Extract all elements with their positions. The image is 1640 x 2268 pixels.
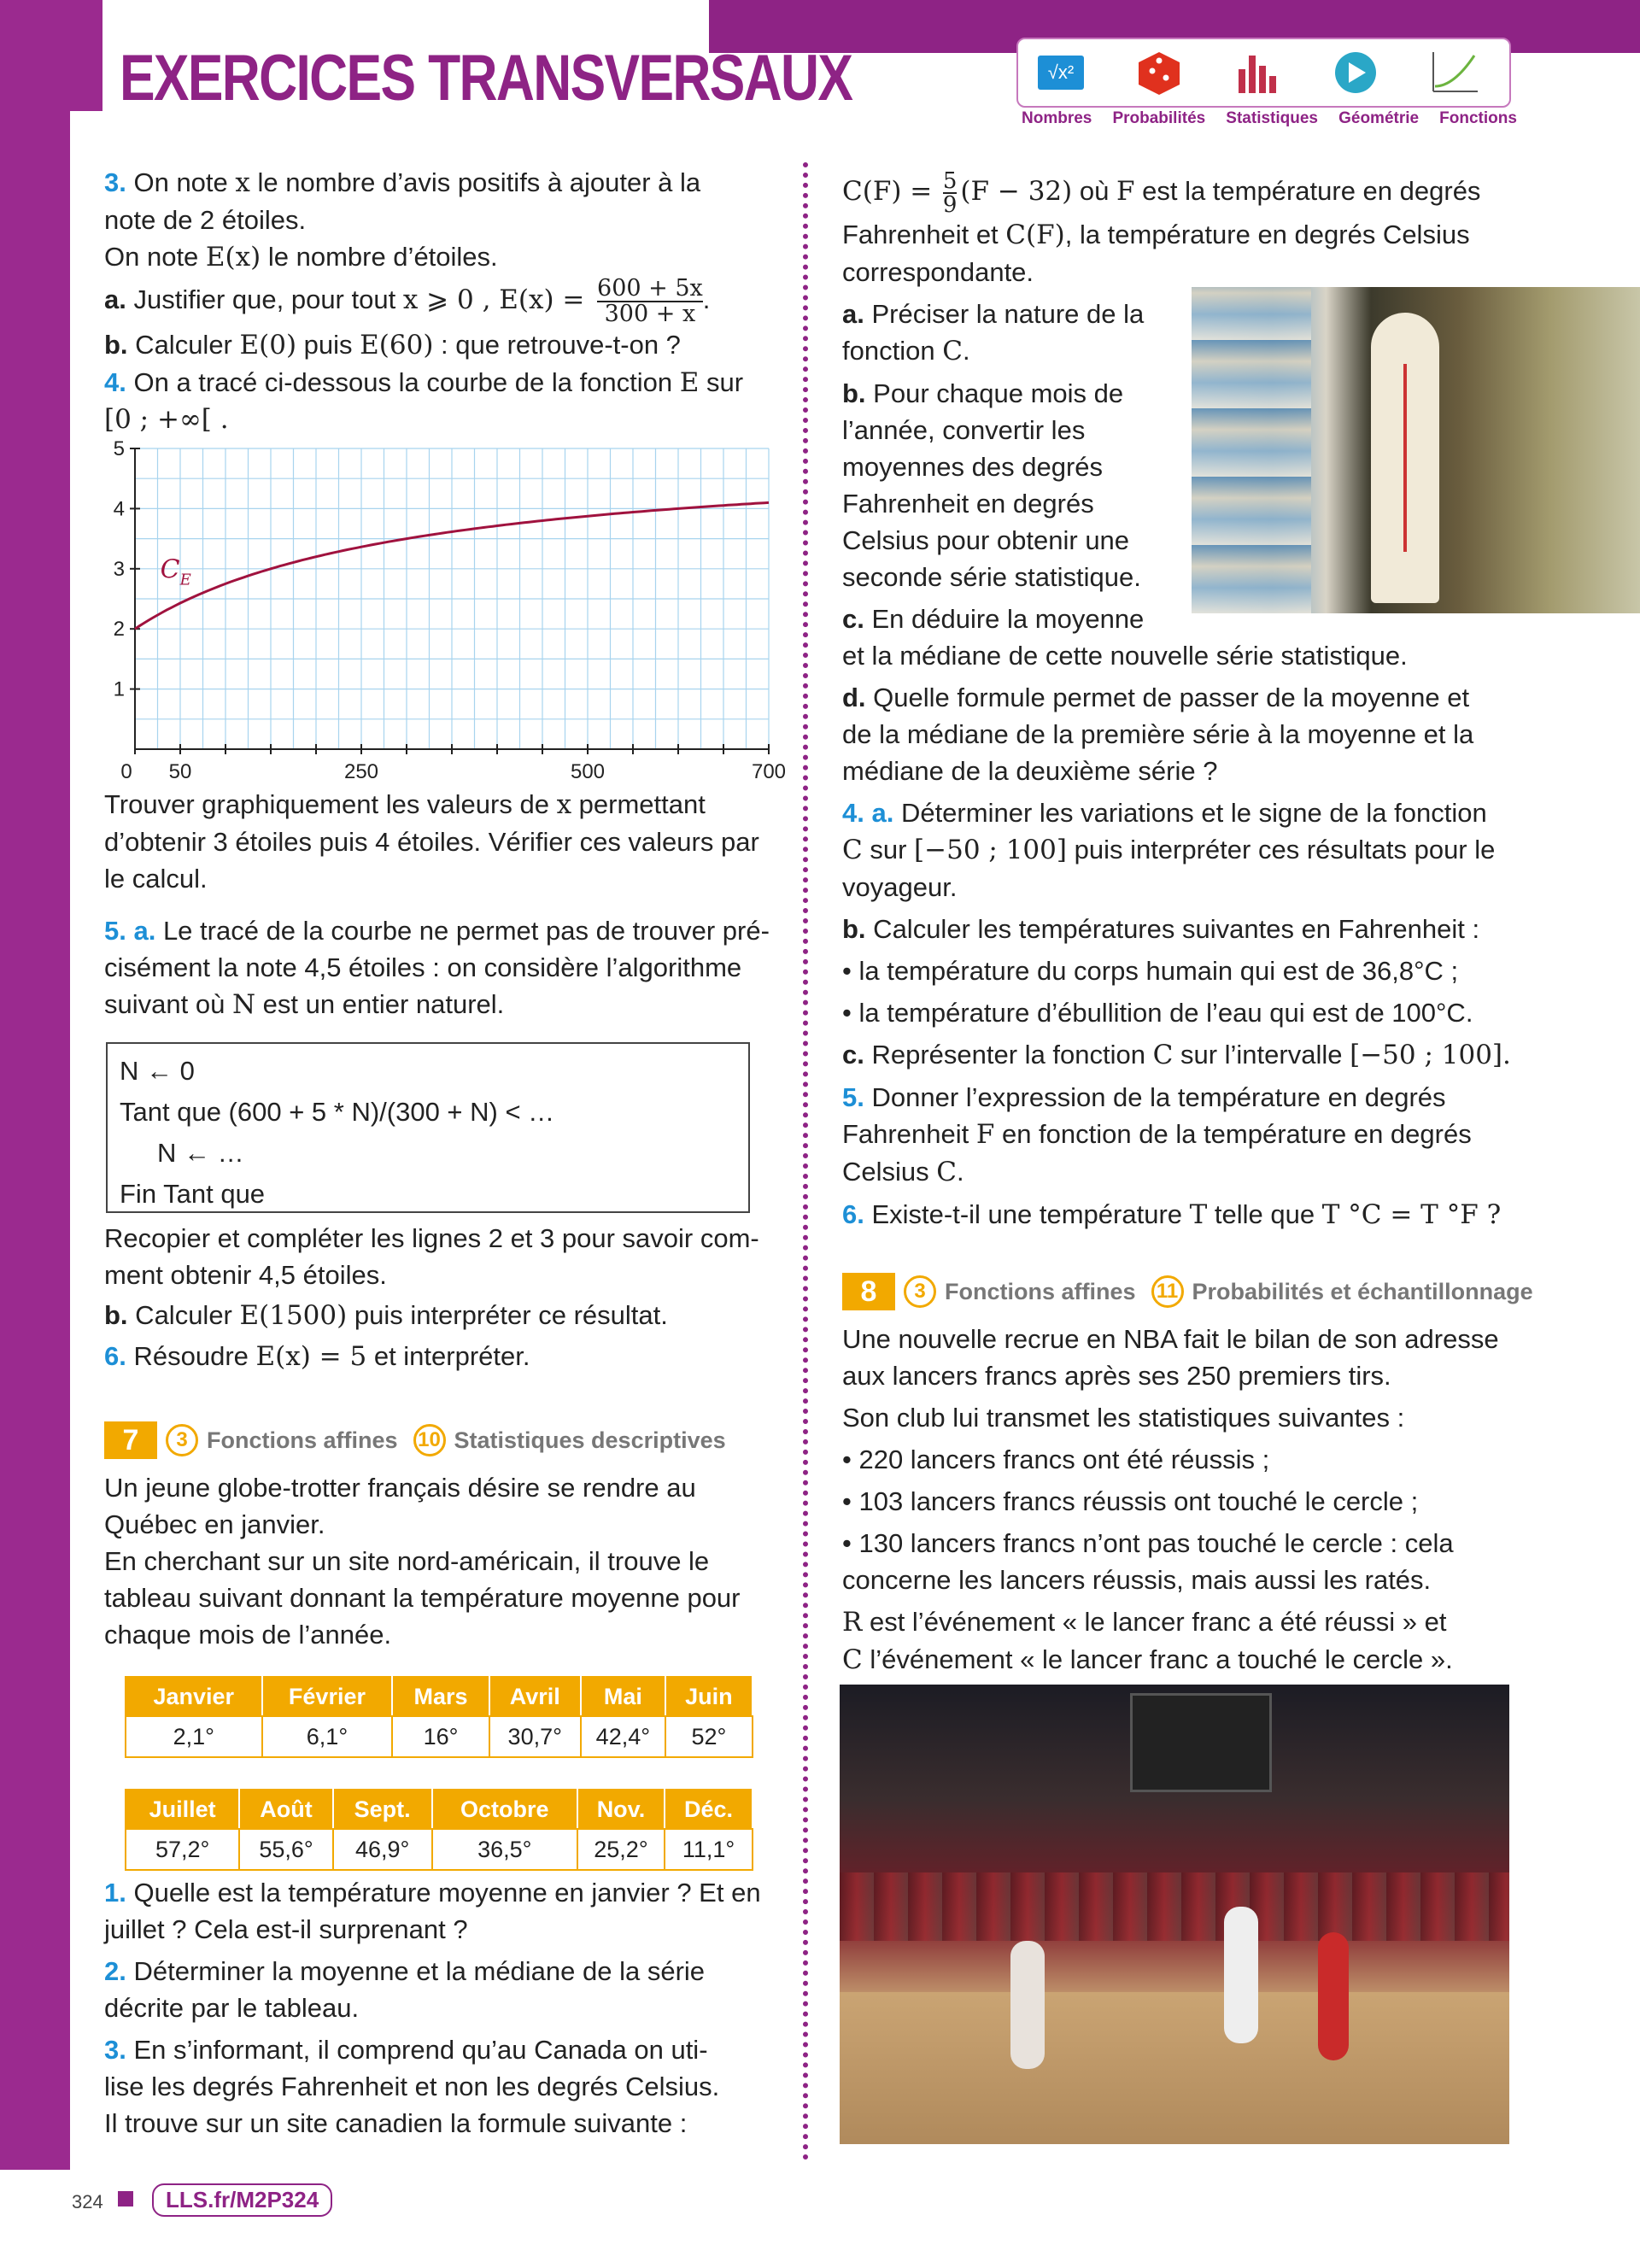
exercise-8-header [842,1273,1533,1310]
x-tick-label: 0 [120,760,132,783]
y-tick-label: 4 [113,497,125,521]
temperature-cell: 46,9° [333,1829,432,1870]
month-header: Avril [489,1677,581,1716]
month-header: Octobre [432,1790,577,1829]
exercise-number: 7 [104,1421,157,1459]
algo-line: N ← … [157,1138,244,1168]
page-number: 324 [72,2191,103,2212]
left-column-middle: Trouver graphiquement les valeurs de x permettant d’obtenir 3 étoiles puis 4 étoiles. Vérifier ces valeurs par le calcul. 5. a. Le tracé de la courbe ne permet pas de trouver pré- cisément la note 4,5 étoiles : on considère l’algorithme suivant où N est un entier naturel. [104,789,770,1020]
chapter-badge: 3 [904,1275,936,1308]
temperature-cell: 25,2° [577,1829,665,1870]
x-tick-label: 50 [168,760,192,783]
theme-label: Statistiques [1226,109,1318,127]
exercise-7-header [104,1421,726,1459]
month-header: Mai [581,1677,665,1716]
chapter-badge: 3 [166,1424,198,1456]
algorithm-box [106,1042,750,1213]
month-header: Août [239,1790,332,1829]
player-figure [1224,1907,1258,2043]
algo-line: Tant que (600 + 5 * N)/(300 + N) < … [120,1097,555,1127]
player-figure [1010,1941,1045,2069]
y-tick-label: 5 [113,437,125,460]
chapter-tag: Fonctions affines [207,1427,398,1453]
right-column-formula: C(F) = $\frac{5}{9}$ (F − 32) où F est la température en degrés Fahrenheit et C(F), la température en degrés Celsius correspondante. a. Préciser la nature de la fonction C. b. Pour chaque mois de l’année, convertir les moyennes des degrés Fahrenheit en degrés Celsius pour obtenir une seconde série statistique. c. En déduire la moyenne et la médiane de cette nouvelle série statistique. d. Quelle formule permet de passer de la moyenne et de la médiane de la première série à la moyenne et la médiane de la deuxième série ? 4. a. Déterminer les variations et le signe de la fonction C sur [−50 ; 100] puis interpréter ces résultats pour le voyageur. b. Calculer les températures suivantes en Fahrenheit : • la température du corps humain qui est de 36,8°C ; • la température d’ébullition de l’eau qui est de 100°C. c. Représenter la fonction C sur l’intervalle [−50 ; 100]. 5. Donner l’expression de la température en degrés Fahrenheit F en fonction de la température en degrés Celsius C. 6. Existe-t-il une température T telle que T °C = T °F ? [842,167,1511,1230]
temperature-cell: 42,4° [581,1716,665,1757]
month-header: Juillet [126,1790,239,1829]
algo-line: N ← 0 [120,1056,195,1086]
temperature-table-2 [125,1789,753,1871]
thermometer-icon [1371,313,1439,603]
scoreboard-icon [1130,1693,1272,1792]
month-header: Janvier [126,1677,262,1716]
algo-line: Fin Tant que [120,1179,266,1209]
theme-labels [1022,109,1517,128]
thermometer-photo [1192,287,1640,613]
temperature-cell: 11,1° [665,1829,753,1870]
temperature-cell: 30,7° [489,1716,581,1757]
temperature-cell: 57,2° [126,1829,239,1870]
month-header: Février [262,1677,393,1716]
chapter-badge: 10 [413,1424,446,1456]
bar-chart-icon [1232,48,1283,97]
x-tick-label: 250 [343,760,379,783]
temperature-cell: 55,6° [239,1829,332,1870]
x-tick-label: 700 [751,760,787,783]
temperature-cell: 36,5° [432,1829,577,1870]
exercise-number: 8 [842,1273,895,1310]
column-divider [803,162,808,2161]
month-header: Juin [665,1677,753,1716]
footer-square [118,2191,133,2206]
month-header: Nov. [577,1790,665,1829]
function-chart [94,437,787,783]
temperature-cell: 52° [665,1716,753,1757]
theme-strip [1016,38,1511,108]
temperature-cell: 16° [392,1716,489,1757]
basketball-photo [840,1685,1509,2144]
month-header: Mars [392,1677,489,1716]
chapter-tag: Fonctions affines [945,1278,1136,1304]
temperature-table-1 [125,1676,753,1758]
y-tick-label: 2 [113,618,125,642]
exercise-7-intro: Un jeune globe-trotter français désire se rendre au Québec en janvier. En cherchant sur un site nord-américain, il trouve le tableau suivant donnant la température moyenne pour chaque mois de l’année. [104,1473,741,1650]
temperature-cell: 6,1° [262,1716,393,1757]
chapter-badge: 11 [1151,1275,1184,1308]
x-tick-label: 500 [570,760,606,783]
left-column-top: 3. On note x le nombre d’avis positifs à ajouter à la note de 2 étoiles. On note E(x) le nombre d’étoiles. a. Justifier que, pour tout x ⩾ 0 , E(x) = $\frac{600 + 5x}{300 + x}$ . b. Calculer E(0) puis E(60) : que retrouve-t-on ? 4. On a tracé ci-dessous la courbe de la fonction E sur [0 ; +∞[ . [104,167,744,435]
footer-link[interactable]: LLS.fr/M2P324 [152,2183,332,2217]
dice-icon [1133,48,1185,97]
theme-label: Fonctions [1439,109,1517,127]
square-root-icon: √x² [1035,48,1086,97]
left-column-lower: Recopier et compléter les lignes 2 et 3 pour savoir com- ment obtenir 4,5 étoiles. b. Calculer E(1500) puis interpréter ce résultat. 6. Résoudre E(x) = 5 et interpréter. [104,1223,759,1372]
player-figure [1318,1932,1349,2060]
chapter-tag: Statistiques descriptives [454,1427,726,1453]
theme-label: Probabilités [1112,109,1206,127]
exercise-7-questions: 1. Quelle est la température moyenne en janvier ? Et en juillet ? Cela est-il surprenant ? 2. Déterminer la moyenne et la médiane de la série décrite par le tableau. 3. En s’informant, il comprend qu’au Canada on uti- lise les degrés Fahrenheit et non les degrés Celsius. Il trouve sur un site canadien la formule suivante : [104,1878,761,2138]
y-tick-label: 1 [113,677,125,701]
chapter-tag: Probabilités et échantillonnage [1192,1278,1533,1304]
curve-label: $C_E$ [160,554,191,589]
theme-label: Géométrie [1338,109,1420,127]
temperature-cell: 2,1° [126,1716,262,1757]
page-title: EXERCICES TRANSVERSAUX [120,42,852,114]
month-header: Sept. [333,1790,432,1829]
function-curve-icon [1428,48,1479,97]
exercise-8-text: Une nouvelle recrue en NBA fait le bilan de son adresse aux lancers francs après ses 250 premiers tirs. Son club lui transmet les statistiques suivantes : • 220 lancers francs ont été réussis ; • 103 lancers francs réussis ont touché le cercle ; • 130 lancers francs n’ont pas touché le cercle : cela concerne les lancers réussis, mais aussi les ratés. R est l’événement « le lancer franc a été réussi » et C l’événement « le lancer franc a touché le cercle ». [842,1324,1499,1675]
curve-label-subscript: E [179,571,191,589]
month-header: Déc. [665,1790,753,1829]
y-tick-label: 3 [113,557,125,581]
theme-label: Nombres [1022,109,1092,127]
left-color-band [0,0,70,2170]
geometry-icon [1330,48,1381,97]
